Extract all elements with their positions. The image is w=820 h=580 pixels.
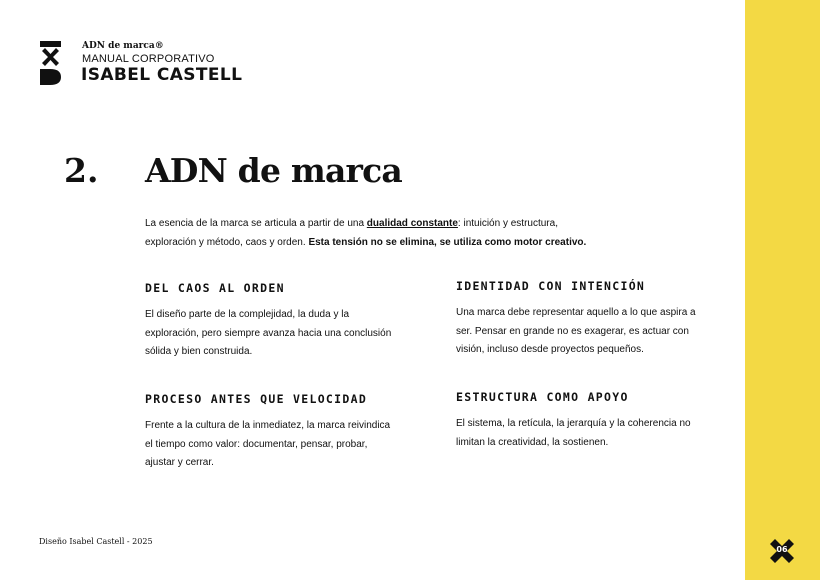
intro-emphasis: Esta tensión no se elimina, se utiliza como motor creativo. [308, 237, 587, 248]
block-text-estructura: El sistema, la retícula, la jerarquía y la coherencia no limitan la creatividad, la sostienen. [456, 418, 691, 448]
section-number: 2. [64, 151, 99, 190]
block-title-caos-orden: DEL CAOS AL ORDEN [145, 281, 285, 295]
block-title-proceso: PROCESO ANTES QUE VELOCIDAD [145, 392, 368, 406]
intro-paragraph [145, 214, 590, 252]
brand-name: ISABEL CASTELL [81, 65, 243, 85]
block-text-identidad: Una marca debe representar aquello a lo que aspira a ser. Pensar en grande no es exagerar, es actuar con visión, incluso desde proyectos pequeños. [456, 307, 696, 355]
brand-mark-icon [40, 41, 61, 85]
intro-text-middle: : intuición y estructura, exploración y método, caos y orden. [145, 218, 558, 248]
page-number: 06 [776, 545, 788, 554]
brand-kicker: ADN de marca® [82, 41, 164, 51]
block-text-proceso: Frente a la cultura de la inmediatez, la marca reivindica el tiempo como valor: documentar, pensar, probar, ajustar y cerrar. [145, 420, 391, 468]
intro-highlight: dualidad constante [366, 218, 458, 229]
block-text-caos-orden: El diseño parte de la complejidad, la duda y la exploración, pero siempre avanza hacia una conclusión sólida y bien construida. [145, 309, 392, 357]
footer-credit: Diseño Isabel Castell - 2025 [39, 537, 153, 546]
block-title-identidad: IDENTIDAD CON INTENCIÓN [456, 279, 646, 293]
document-subtitle: MANUAL CORPORATIVO [82, 53, 215, 65]
block-title-estructura: ESTRUCTURA COMO APOYO [456, 390, 629, 404]
intro-text-start: La esencia de la marca se articula a partir de una [145, 218, 367, 229]
accent-side-band [745, 0, 820, 580]
section-title: ADN de marca [145, 151, 402, 190]
